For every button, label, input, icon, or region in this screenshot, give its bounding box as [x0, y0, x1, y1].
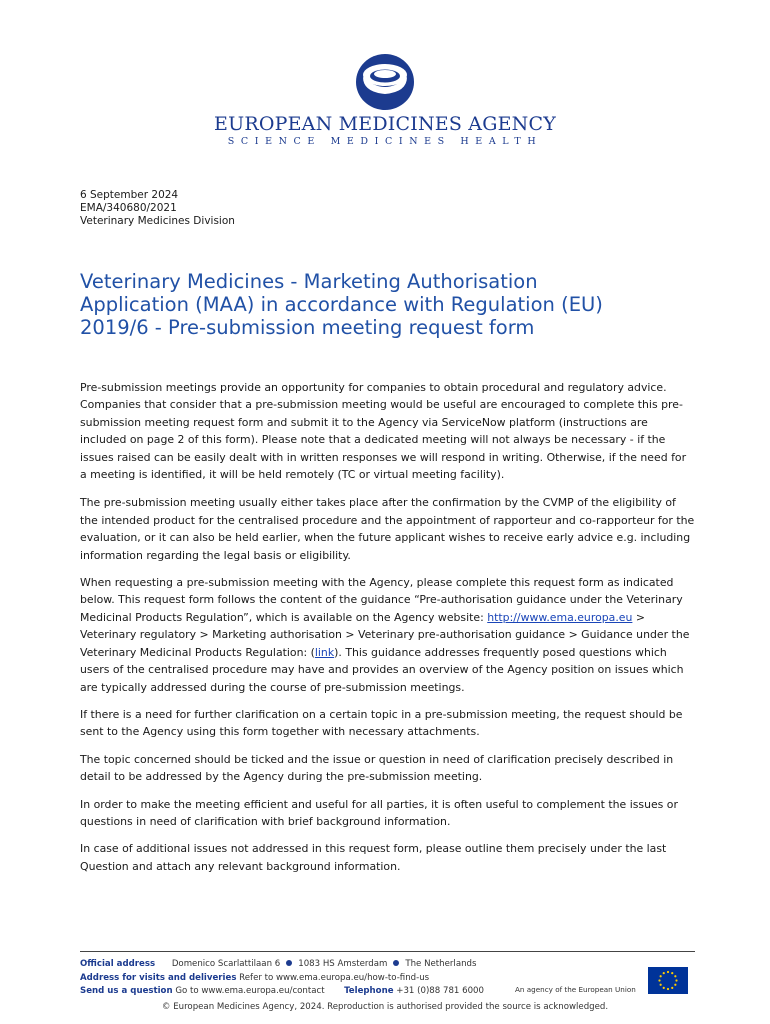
agency-tagline: SCIENCE MEDICINES HEALTH	[227, 136, 543, 147]
bullet-dot-icon	[286, 960, 292, 966]
paragraph-intro: Pre-submission meetings provide an opportunity for companies to obtain procedural and regulatory advice. Companies that consider that a pre-submission meeting would be useful are encouraged to complete this pre-submission meeting request form and submit it to the Agency via ServiceNow platform (instructions are included on page 2 of this form). Please note that a dedicated meeting will not always be necessary - if the issues raised can be easily dealt with in written responses we will respond in writing. Otherwise, if the need for a meeting is identified, it will be held remotely (TC or virtual meeting facility).	[80, 381, 687, 482]
question-label: Send us a question	[80, 986, 173, 996]
paragraph-timing: The pre-submission meeting usually either takes place after the confirmation by the CVMP of the eligibility of the intended product for the centralised procedure and the appointment of rapporteur and co-rapporteur for the evaluation, or it can also be held earlier, when the future applicant wishes to receive early advice e.g. including information regarding the legal basis or eligibility.	[80, 496, 695, 562]
document-body	[80, 379, 695, 885]
official-address-label: Official address	[80, 959, 156, 969]
visits-row	[80, 972, 695, 986]
guidance-text-start: When requesting a pre-submission meeting with the Agency, please complete this request form as indicated below. This request form follows the content of the guidance “Pre-authorisation guidance under the Veterinary Medicinal Products Regulation”, which is available on the Agency website:	[80, 576, 683, 624]
eu-flag-icon	[648, 967, 688, 994]
visits-label: Address for visits and deliveries	[80, 972, 237, 983]
paragraph-clarification: If there is a need for further clarification on a certain topic in a pre-submission meeting, the request should be sent to the Agency using this form together with necessary attachments.	[80, 707, 683, 739]
document-meta	[80, 189, 235, 228]
guidance-text-end: ). This guidance addresses frequently posed questions which users of the centralised procedure may have and provides an overview of the Agency position on issues which are typically addressed during the course of pre-submission meetings.	[80, 645, 684, 694]
official-address-row	[80, 958, 695, 972]
title-line-1: Veterinary Medicines - Marketing Authorisation	[80, 270, 538, 293]
phone-text: +31 (0)88 781 6000	[396, 986, 484, 996]
question-text: Go to www.ema.europa.eu/contact	[175, 986, 325, 996]
document-division: Veterinary Medicines Division	[80, 215, 235, 227]
title-line-3: 2019/6 - Pre-submission meeting request form	[80, 316, 535, 339]
guidance-link[interactable]: link	[314, 645, 335, 659]
paragraph-topic: The topic concerned should be ticked and the issue or question in need of clarification precisely described in detail to be addressed by the Agency during the pre-submission meeting.	[80, 752, 674, 784]
agency-name: EUROPEAN MEDICINES AGENCY	[214, 113, 556, 135]
ema-logo-icon	[353, 52, 417, 112]
bullet-dot-icon	[393, 960, 399, 966]
paragraph-guidance	[80, 574, 695, 696]
phone-label: Telephone	[344, 986, 394, 996]
guidance-text-middle: > Veterinary regulatory > Marketing authorisation > Veterinary pre-authorisation guidance > Guidance under the Veterinary Medicinal Products Regulation: (	[80, 610, 690, 659]
visits-text: Refer to www.ema.europa.eu/how-to-find-us	[239, 972, 430, 983]
footer-divider	[80, 951, 695, 952]
official-street: Domenico Scarlattilaan 6	[171, 959, 281, 969]
document-date: 6 September 2024	[80, 189, 179, 201]
copyright-notice: © European Medicines Agency, 2024. Reproduction is authorised provided the source is acknowledged.	[161, 1002, 609, 1012]
document-reference: EMA/340680/2021	[80, 202, 177, 214]
paragraph-efficiency: In order to make the meeting efficient and useful for all parties, it is often useful to complement the issues or questions in need of clarification with brief background information.	[80, 797, 678, 828]
title-line-2: Application (MAA) in accordance with Regulation (EU)	[80, 293, 603, 316]
ema-logo	[0, 52, 770, 112]
paragraph-additional: In case of additional issues not addressed in this request form, please outline them precisely under the last Question and attach any relevant background information.	[80, 842, 667, 873]
document-title	[80, 270, 700, 339]
eu-agency-note: An agency of the European Union	[515, 985, 636, 994]
official-city: 1083 HS Amsterdam	[298, 959, 388, 969]
official-country: The Netherlands	[405, 959, 477, 969]
ema-website-link[interactable]: http://www.ema.europa.eu	[487, 610, 633, 624]
